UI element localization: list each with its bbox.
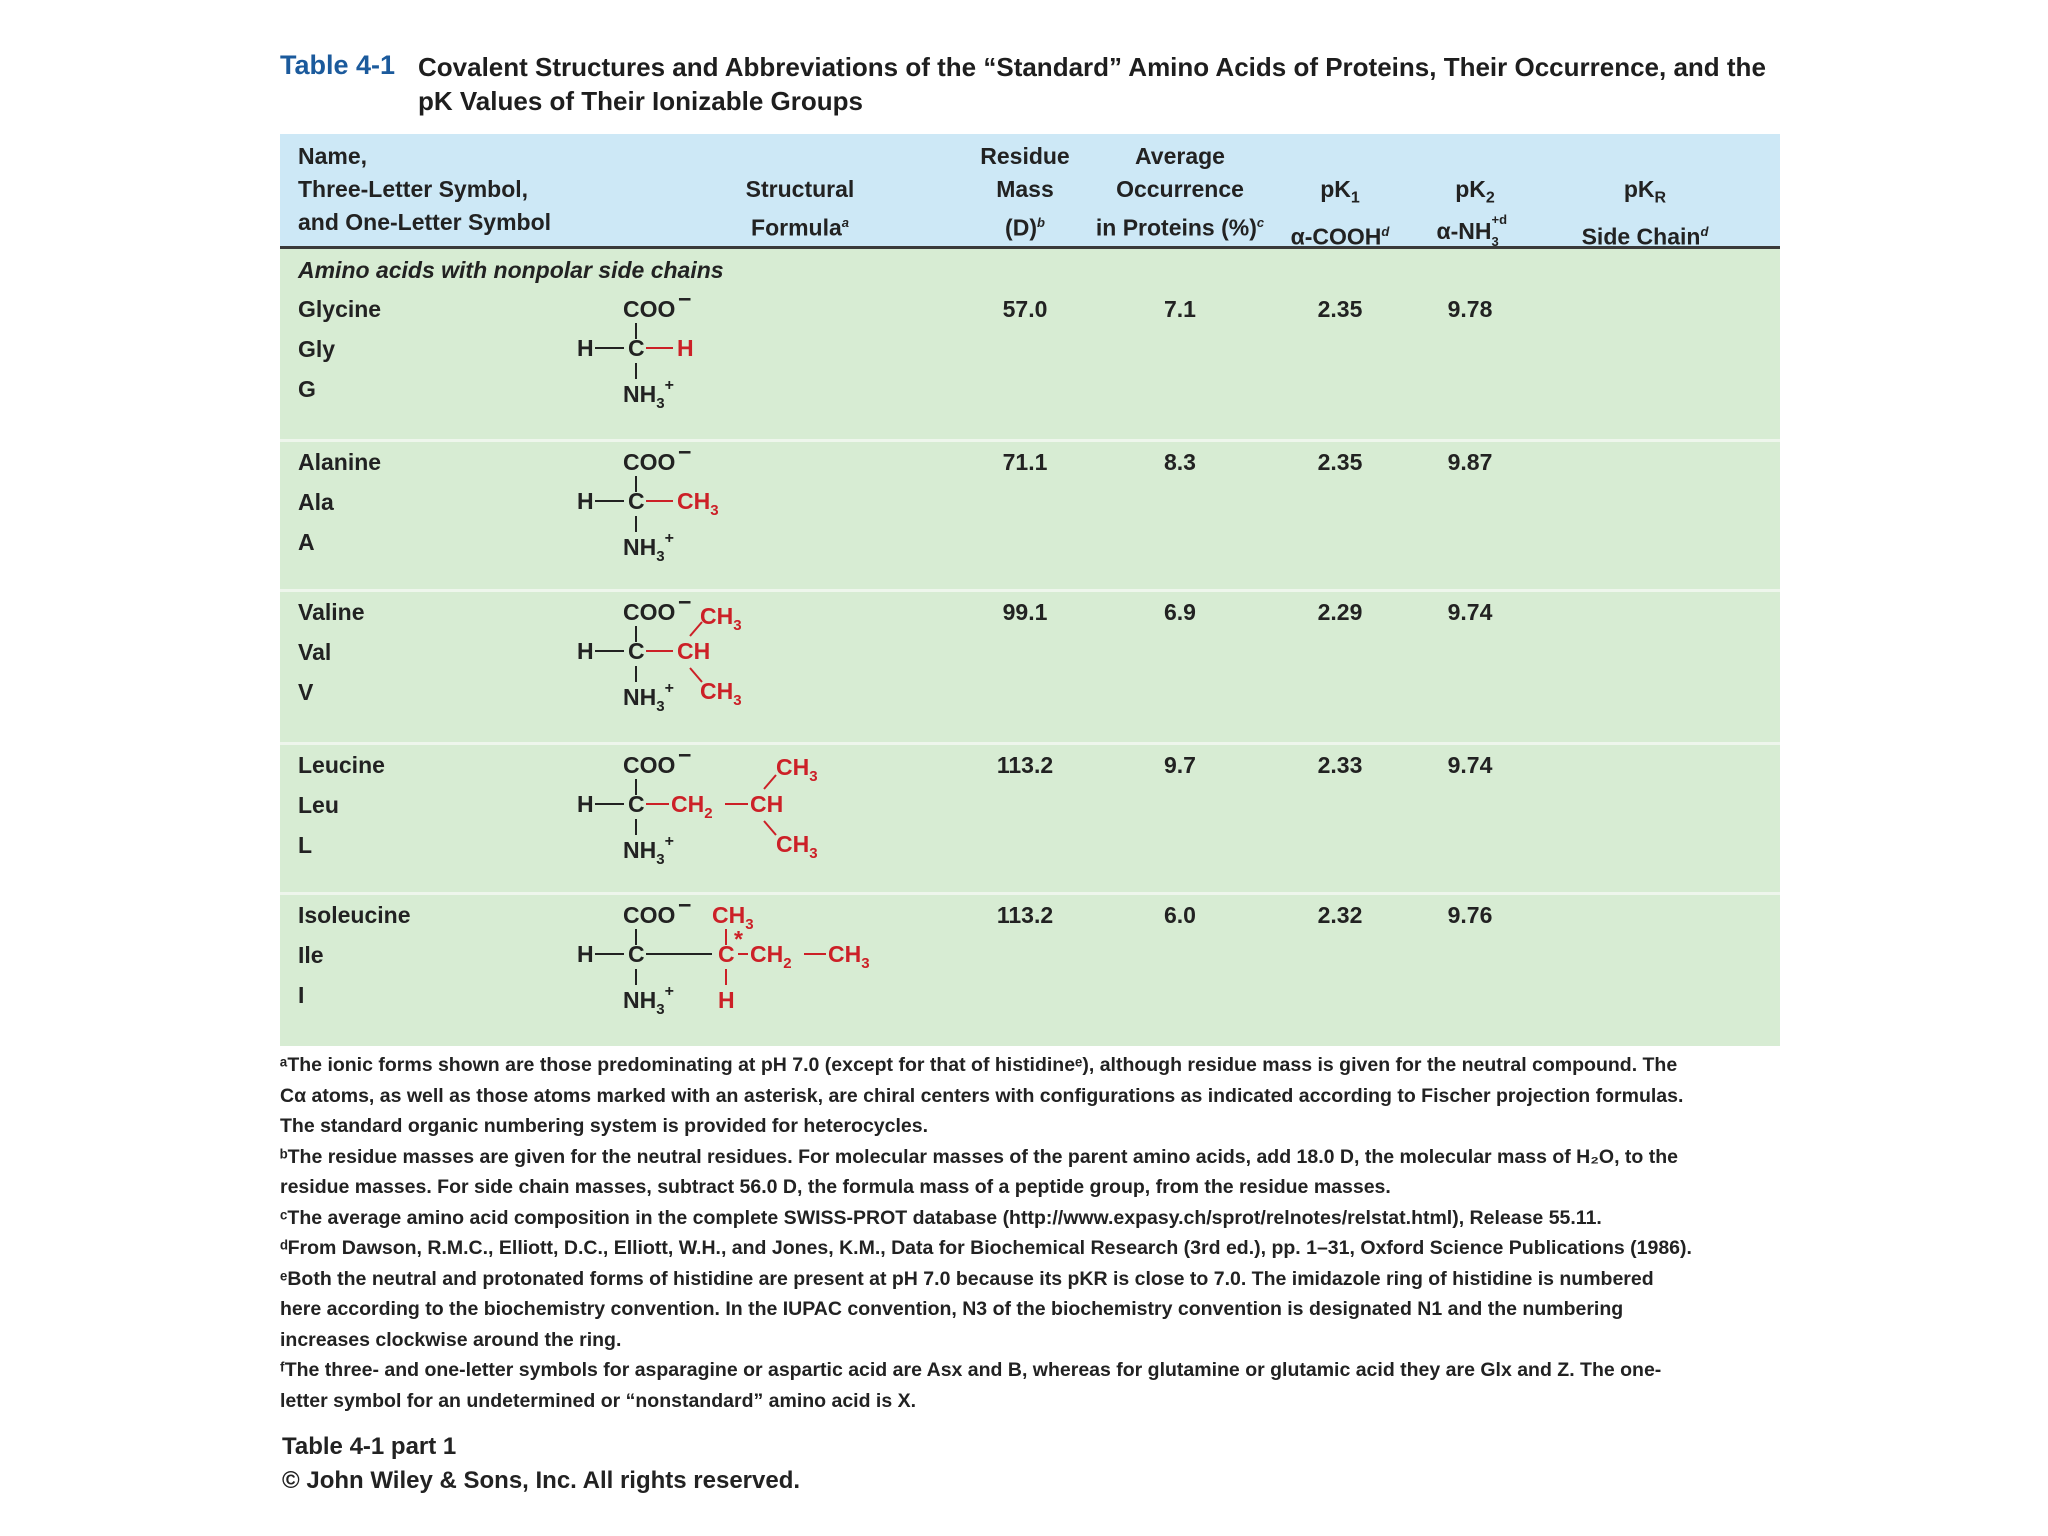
pk2-value: 9.74 xyxy=(1447,599,1493,625)
amino-acid-name: Leucine xyxy=(298,752,385,778)
formula-ch2 xyxy=(750,941,792,972)
formula-ch-text: CH xyxy=(671,791,705,817)
formula-sub: 3 xyxy=(745,916,754,933)
header-pk1-group: α-COOH xyxy=(1290,223,1382,250)
formula-methyl-upper xyxy=(776,754,818,785)
footnote-line: ᵈFrom Dawson, R.M.C., Elliott, D.C., Elliott, W.H., and Jones, K.M., Data for Biochemical Research (3rd ed.), pp. 1–31, Oxford Science Publications (1986). xyxy=(280,1237,1692,1259)
formula-ch-text: CH xyxy=(828,941,862,967)
header-formula-footnote: a xyxy=(841,215,849,230)
table-row-valine xyxy=(280,589,1780,745)
header-pk2-line-1 xyxy=(1410,173,1540,215)
header-pk1-line-1 xyxy=(1270,173,1410,215)
formula-sub: 3 xyxy=(733,692,742,709)
footer-copyright: © John Wiley & Sons, Inc. All rights reserved. xyxy=(282,1467,801,1494)
formula-methyl-lower xyxy=(776,831,818,862)
formula-methyl-upper xyxy=(700,603,742,634)
residue-mass: 99.1 xyxy=(1002,599,1048,625)
pk2-value: 9.87 xyxy=(1447,449,1493,475)
header-pk1-column xyxy=(1270,173,1410,253)
formula-nh3 xyxy=(623,983,674,1018)
footnotes xyxy=(280,1050,1790,1416)
residue-mass: 113.2 xyxy=(996,752,1054,778)
header-pkr-label: pK xyxy=(1623,176,1655,202)
formula-h: H xyxy=(577,941,594,967)
section-heading: Amino acids with nonpolar side chains xyxy=(298,257,724,283)
formula-charge: + xyxy=(664,530,674,547)
formula-bond xyxy=(764,775,776,789)
table-header xyxy=(280,134,1780,249)
footnote-line: residue masses. For side chain masses, subtract 56.0 D, the formula mass of a peptide group, from the residue masses. xyxy=(280,1176,1391,1198)
formula-charge: − xyxy=(678,286,692,312)
header-mass-line-1: Residue xyxy=(980,143,1070,169)
header-pkr-footnote: d xyxy=(1700,223,1709,239)
formula-sub: 3 xyxy=(809,768,818,785)
header-pkr-column xyxy=(1570,173,1720,253)
amino-acid-table xyxy=(280,134,1780,1046)
amino-acid-name: Glycine xyxy=(298,296,382,322)
header-name-line-3: and One-Letter Symbol xyxy=(298,209,552,235)
table-row-alanine xyxy=(280,439,1780,592)
pk2-value: 9.76 xyxy=(1447,902,1493,928)
formula-nh3 xyxy=(623,680,674,715)
formula-ch-text: CH xyxy=(677,488,711,514)
formula-sub: 3 xyxy=(656,851,665,868)
footnote-line: Cα atoms, as well as those atoms marked with an asterisk, are chiral centers with configurations as indicated according to Fischer projection formulas. xyxy=(280,1084,1684,1107)
header-name-column xyxy=(298,140,551,239)
formula-alpha-carbon: C xyxy=(628,488,645,514)
header-occurrence-line-3 xyxy=(1090,206,1270,245)
header-pk2-subscript-3: 3 xyxy=(1491,233,1499,249)
formula-ch2 xyxy=(671,791,713,822)
formula-ch-text: CH xyxy=(700,603,734,629)
header-name-line-1: Name, xyxy=(298,143,368,169)
header-pkr-line-2 xyxy=(1570,215,1720,254)
formula-h: H xyxy=(577,488,594,514)
formula-nh-text: NH xyxy=(623,987,657,1013)
table-number-label: Table 4-1 xyxy=(280,50,396,80)
formula-alpha-carbon: C xyxy=(628,335,645,361)
formula-charge: + xyxy=(664,680,674,697)
table-title xyxy=(418,50,1798,118)
one-letter-symbol: L xyxy=(298,832,313,858)
formula-svg xyxy=(280,286,694,439)
average-occurrence: 9.7 xyxy=(1164,752,1196,778)
pk2-value: 9.78 xyxy=(1447,296,1493,322)
formula-beta-h: H xyxy=(718,987,735,1013)
formula-coo: COO xyxy=(623,296,676,322)
one-letter-symbol: I xyxy=(298,982,305,1008)
pk1-value: 2.35 xyxy=(1317,296,1363,322)
table-row-isoleucine xyxy=(280,892,1780,1049)
formula-nh-text: NH xyxy=(623,684,657,710)
formula-charge: + xyxy=(664,833,674,850)
header-mass-line-2: Mass xyxy=(996,176,1054,202)
header-mass-line-3 xyxy=(965,206,1085,245)
formula-side-chain-ch: CH xyxy=(677,638,711,664)
formula-alpha-carbon: C xyxy=(628,638,645,664)
formula-charge: − xyxy=(678,742,692,768)
header-formula-column xyxy=(700,173,900,245)
formula-h: H xyxy=(577,791,594,817)
header-mass-unit: (D) xyxy=(1005,214,1037,241)
footnote-line: ᶠThe three- and one-letter symbols for asparagine or aspartic acid are Asx and B, whereas for glutamine or glutamic acid they are Glx and Z. The one- xyxy=(280,1359,1662,1381)
formula-side-chain-ch: CH xyxy=(750,791,784,817)
formula-nh-text: NH xyxy=(623,837,657,863)
formula-side-chain-ch3 xyxy=(677,488,719,519)
table-row-leucine xyxy=(280,742,1780,895)
header-pkr-line-1 xyxy=(1570,173,1720,215)
average-occurrence: 6.9 xyxy=(1164,599,1196,625)
footnote-line: ᵇThe residue masses are given for the neutral residues. For molecular masses of the parent amino acids, add 18.0 D, the molecular mass of H₂O, to the xyxy=(280,1145,1678,1168)
residue-mass: 57.0 xyxy=(1002,296,1048,322)
formula-svg xyxy=(280,439,719,592)
formula-beta-carbon: C xyxy=(718,941,735,967)
three-letter-symbol: Ile xyxy=(298,942,324,968)
formula-nh3 xyxy=(623,377,674,412)
pk1-value: 2.35 xyxy=(1317,449,1363,475)
residue-mass: 71.1 xyxy=(1002,449,1048,475)
header-pk1-line-2 xyxy=(1270,215,1410,254)
average-occurrence: 6.0 xyxy=(1164,902,1196,928)
header-pkr-subscript: R xyxy=(1654,189,1667,207)
footnote-line: letter symbol for an undetermined or “nonstandard” amino acid is X. xyxy=(280,1389,917,1412)
formula-svg xyxy=(280,589,742,745)
residue-mass: 113.2 xyxy=(996,902,1054,928)
formula-nh3 xyxy=(623,833,674,868)
formula-sub: 2 xyxy=(783,955,792,972)
formula-charge: − xyxy=(678,892,692,918)
formula-bond xyxy=(764,821,776,835)
average-occurrence: 7.1 xyxy=(1164,296,1196,322)
table-row-glycine xyxy=(280,286,1780,439)
header-mass-footnote: b xyxy=(1036,215,1045,230)
formula-sub: 3 xyxy=(733,617,742,634)
amino-acid-name: Alanine xyxy=(298,449,382,475)
footnote-line: ᵃThe ionic forms shown are those predominating at pH 7.0 (except for that of histidineᵉ), although residue mass is given for the neutral compound. The xyxy=(280,1054,1678,1076)
formula-sub: 2 xyxy=(704,805,713,822)
header-pk2-superscript: +d xyxy=(1491,211,1508,227)
pk1-value: 2.33 xyxy=(1317,752,1363,778)
formula-ch-text: CH xyxy=(776,754,810,780)
formula-ch-text: CH xyxy=(776,831,810,857)
formula-charge: + xyxy=(664,983,674,1000)
table-body xyxy=(280,249,1780,1046)
footer-part-label: Table 4-1 part 1 xyxy=(282,1433,457,1460)
formula-ch-text: CH xyxy=(712,902,746,928)
footnote-line: ᵉBoth the neutral and protonated forms of histidine are present at pH 7.0 because its pKR is close to 7.0. The imidazole ring of histidine is numbered xyxy=(280,1267,1654,1290)
formula-sub: 3 xyxy=(656,548,665,565)
header-occurrence-line-2: Occurrence xyxy=(1116,176,1244,202)
header-formula-line-2 xyxy=(700,206,900,245)
footnote-line: increases clockwise around the ring. xyxy=(280,1328,622,1351)
formula-nh-text: NH xyxy=(623,381,657,407)
formula-coo: COO xyxy=(623,902,676,928)
header-formula-line-1: Structural xyxy=(745,176,855,202)
formula-terminal-methyl xyxy=(828,941,870,972)
header-pk1-footnote: d xyxy=(1381,223,1390,239)
three-letter-symbol: Gly xyxy=(298,336,336,362)
formula-sub: 3 xyxy=(656,395,665,412)
one-letter-symbol: G xyxy=(298,376,316,402)
amino-acid-name: Isoleucine xyxy=(298,902,411,928)
three-letter-symbol: Leu xyxy=(298,792,339,818)
formula-sub: 3 xyxy=(656,698,665,715)
header-pkr-group: Side Chain xyxy=(1581,223,1701,250)
formula-charge: − xyxy=(678,589,692,615)
formula-sub: 3 xyxy=(809,845,818,862)
figure-footer xyxy=(282,1430,800,1498)
header-pk2-subscript: 2 xyxy=(1485,189,1495,207)
table-title-line-2: pK Values of Their Ionizable Groups xyxy=(418,86,863,116)
header-pk2-scripts xyxy=(1491,211,1514,249)
formula-sub: 3 xyxy=(656,1001,665,1018)
average-occurrence: 8.3 xyxy=(1164,449,1196,475)
formula-svg xyxy=(280,742,840,895)
formula-coo: COO xyxy=(623,599,676,625)
formula-h: H xyxy=(577,335,594,361)
one-letter-symbol: V xyxy=(298,679,314,705)
header-formula-text: Formula xyxy=(751,214,842,241)
header-occurrence-column xyxy=(1090,140,1270,245)
formula-coo: COO xyxy=(623,752,676,778)
formula-sub: 3 xyxy=(861,955,870,972)
formula-nh-text: NH xyxy=(623,534,657,560)
header-pk1-subscript: 1 xyxy=(1350,189,1360,207)
formula-methyl-lower xyxy=(700,678,742,709)
formula-alpha-carbon: C xyxy=(628,791,645,817)
footnote-line: ᶜThe average amino acid composition in the complete SWISS-PROT database (http://www.expasy.ch/sprot/relnotes/relstat.html), Release 55.11. xyxy=(280,1206,1602,1229)
header-occurrence-unit: in Proteins (%) xyxy=(1095,214,1257,241)
header-occurrence-line-1: Average xyxy=(1135,143,1225,169)
amino-acid-name: Valine xyxy=(298,599,365,625)
formula-coo: COO xyxy=(623,449,676,475)
formula-h: H xyxy=(577,638,594,664)
header-pk1-label: pK xyxy=(1320,176,1351,202)
footnote-line: here according to the biochemistry convention. In the IUPAC convention, N3 of the biochemistry convention is designated N1 and the numbering xyxy=(280,1298,1624,1320)
header-occurrence-footnote: c xyxy=(1256,215,1265,230)
pk2-value: 9.74 xyxy=(1447,752,1493,778)
formula-chiral-asterisk: * xyxy=(734,926,743,952)
header-mass-column xyxy=(965,140,1085,245)
formula-charge: − xyxy=(678,439,692,465)
formula-sub: 3 xyxy=(710,502,719,519)
formula-alpha-carbon: C xyxy=(628,941,645,967)
header-pk2-label: pK xyxy=(1455,176,1486,202)
formula-methyl-upper xyxy=(712,902,754,933)
header-name-line-2: Three-Letter Symbol, xyxy=(298,176,529,202)
formula-nh3 xyxy=(623,530,674,565)
one-letter-symbol: A xyxy=(298,529,315,555)
header-pk2-group: α-NH xyxy=(1436,217,1492,244)
three-letter-symbol: Ala xyxy=(298,489,334,515)
formula-side-chain-h: H xyxy=(677,335,694,361)
formula-charge: + xyxy=(664,377,674,394)
header-pk2-line-2 xyxy=(1410,211,1540,249)
formula-svg xyxy=(280,892,920,1049)
footnote-line: The standard organic numbering system is provided for heterocycles. xyxy=(280,1115,929,1137)
formula-ch-text: CH xyxy=(750,941,784,967)
pk1-value: 2.32 xyxy=(1317,902,1363,928)
header-pk2-column xyxy=(1410,173,1540,248)
formula-ch-text: CH xyxy=(700,678,734,704)
three-letter-symbol: Val xyxy=(298,639,332,665)
table-title-line-1: Covalent Structures and Abbreviations of the “Standard” Amino Acids of Proteins, Their Occurrence, and the xyxy=(418,52,1766,82)
pk1-value: 2.29 xyxy=(1317,599,1363,625)
